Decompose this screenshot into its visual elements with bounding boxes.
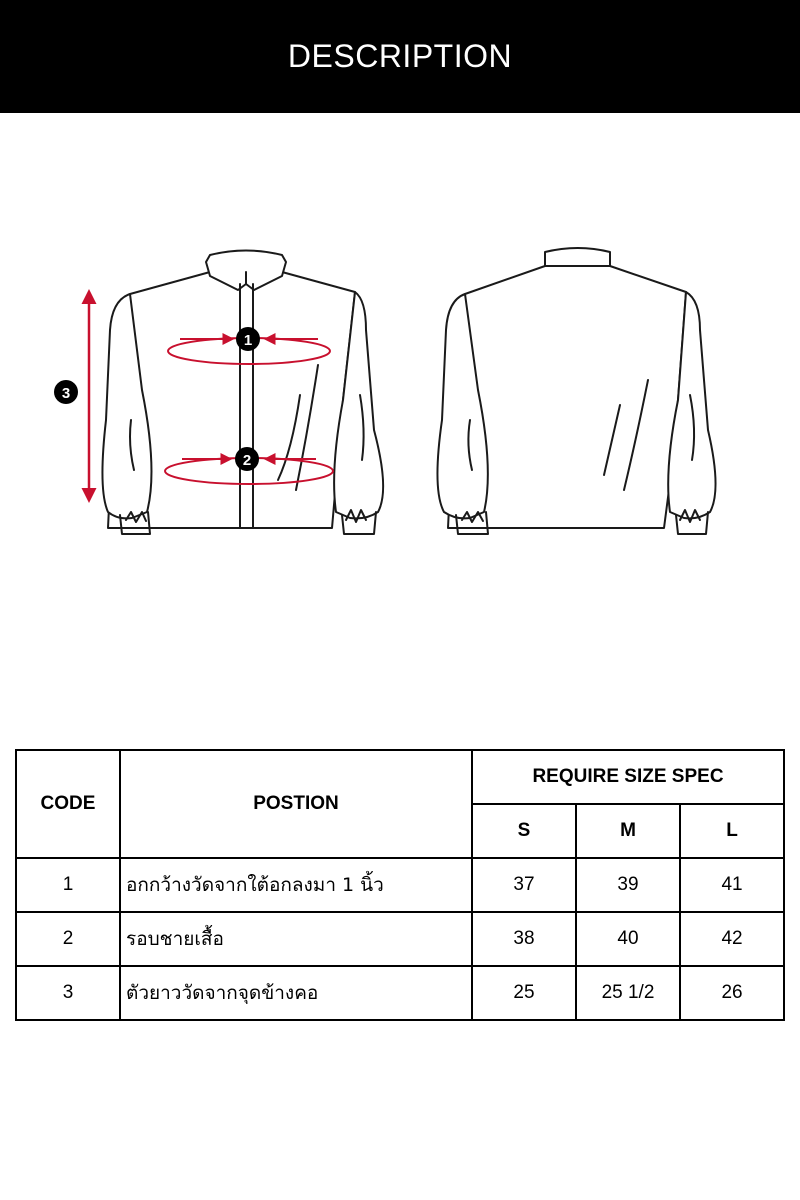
header-bar — [0, 0, 800, 113]
row-position: อกกว้างวัดจากใต้อกลงมา 1 นิ้ว — [120, 858, 472, 912]
row-code: 2 — [16, 912, 120, 966]
row-size-l: 41 — [680, 858, 784, 912]
row-position: รอบชายเสื้อ — [120, 912, 472, 966]
row-size-m: 40 — [576, 912, 680, 966]
row-size-l: 26 — [680, 966, 784, 1020]
table-header-row — [16, 750, 784, 804]
row-size-l: 42 — [680, 912, 784, 966]
table-row — [16, 912, 784, 966]
marker-1-label: 1 — [243, 332, 253, 349]
code-header: CODE — [16, 750, 120, 858]
row-size-s: 25 — [472, 966, 576, 1020]
row-size-s: 37 — [472, 858, 576, 912]
size-l-header: L — [680, 804, 784, 858]
size-m-header: M — [576, 804, 680, 858]
shirt-back — [437, 248, 715, 534]
size-spec-table — [15, 749, 785, 1021]
row-size-m: 25 1/2 — [576, 966, 680, 1020]
table-row — [16, 858, 784, 912]
size-s-header: S — [472, 804, 576, 858]
row-position: ตัวยาววัดจากจุดข้างคอ — [120, 966, 472, 1020]
page-title: DESCRIPTION — [287, 38, 513, 74]
position-header: POSTION — [120, 750, 472, 858]
row-size-m: 39 — [576, 858, 680, 912]
row-code: 3 — [16, 966, 120, 1020]
row-code: 1 — [16, 858, 120, 912]
size-spec-header: REQUIRE SIZE SPEC — [472, 750, 784, 804]
row-size-s: 38 — [472, 912, 576, 966]
marker-2-label: 2 — [242, 452, 252, 469]
marker-3-label: 3 — [61, 385, 71, 402]
table-row — [16, 966, 784, 1020]
garment-illustration — [0, 230, 800, 560]
shirt-front — [102, 251, 383, 535]
length-measure — [54, 292, 89, 500]
